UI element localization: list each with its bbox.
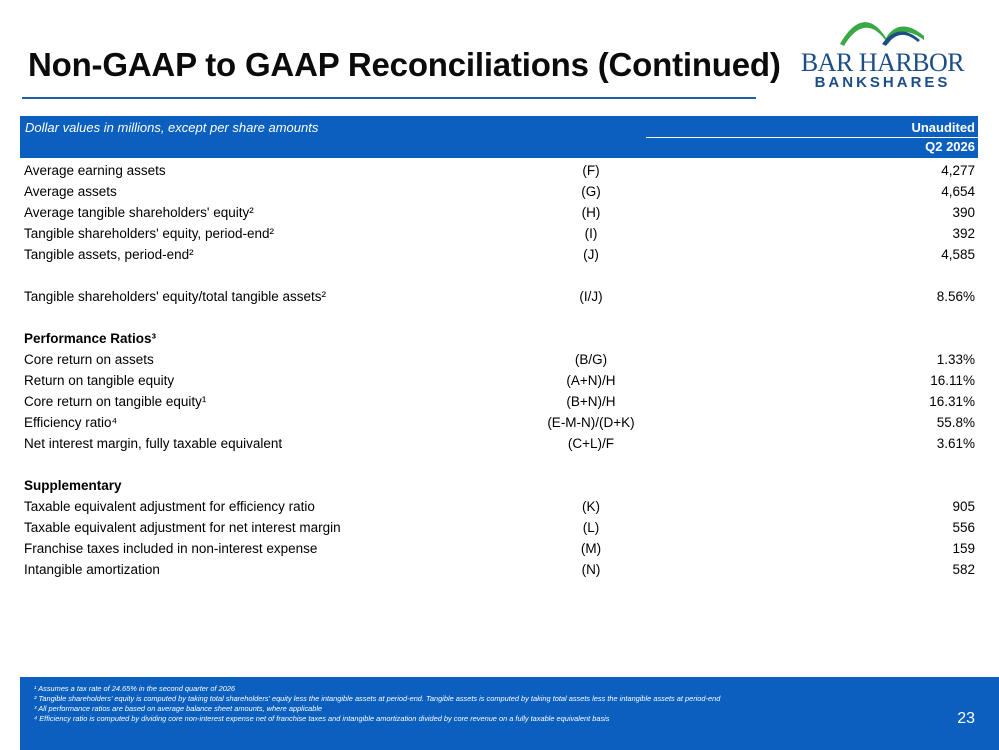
row-code: (B+N)/H	[566, 394, 616, 409]
row-value: 582	[952, 562, 975, 577]
row-value: 556	[952, 520, 975, 535]
row-value: 905	[952, 499, 975, 514]
row-label: Return on tangible equity	[24, 373, 175, 388]
row-label: Core return on tangible equity¹	[24, 394, 207, 409]
table-row	[20, 370, 978, 391]
supplementary-heading: Supplementary	[24, 478, 122, 493]
table-row	[20, 349, 978, 370]
row-label: Intangible amortization	[24, 562, 160, 577]
page-title: Non-GAAP to GAAP Reconciliations (Continued)	[28, 46, 781, 83]
table-header	[20, 116, 978, 158]
row-code: (E-M-N)/(D+K)	[547, 415, 635, 430]
logo-subtitle: BANKSHARES	[814, 74, 951, 91]
row-label: Net interest margin, fully taxable equivalent	[24, 436, 283, 451]
row-value: 3.61%	[936, 436, 975, 451]
title-divider	[22, 97, 756, 99]
section-heading	[20, 328, 978, 349]
row-spacer	[20, 265, 978, 286]
row-label: Average tangible shareholders' equity²	[24, 205, 254, 220]
row-code: (K)	[582, 499, 600, 514]
table-row	[20, 160, 978, 181]
row-value: 4,277	[941, 163, 975, 178]
footnotes-bar	[20, 677, 999, 750]
table-row	[20, 223, 978, 244]
row-value: 1.33%	[936, 352, 975, 367]
table-row	[20, 433, 978, 454]
row-value: 159	[952, 541, 975, 556]
row-code: (I)	[584, 226, 598, 241]
row-code: (N)	[581, 562, 601, 577]
section-heading	[20, 475, 978, 496]
performance-ratios-heading: Performance Ratios³	[24, 331, 157, 346]
row-value: 55.8%	[936, 415, 975, 430]
table-row	[20, 538, 978, 559]
hills-logo-icon	[838, 14, 928, 48]
table-row	[20, 202, 978, 223]
header-divider	[646, 137, 978, 138]
reconciliation-table	[20, 160, 978, 580]
row-label: Tangible shareholders' equity, period-end²	[24, 226, 274, 241]
row-code: (M)	[580, 541, 602, 556]
page-number: 23	[957, 710, 975, 727]
row-label: Taxable equivalent adjustment for efficiency ratio	[24, 499, 315, 514]
row-code: (L)	[582, 520, 600, 535]
footnote-2: ² Tangible shareholders' equity is computed by taking total shareholders' equity less the intangible assets at period-end. Tangible assets is computed by taking total assets less the intangible assets at period-end	[34, 694, 721, 703]
logo-wordmark: BAR HARBOR	[800, 48, 965, 77]
row-code: (I/J)	[579, 289, 603, 304]
audit-status-label: Unaudited	[911, 120, 975, 135]
row-label: Franchise taxes included in non-interest expense	[24, 541, 318, 556]
row-label: Core return on assets	[24, 352, 154, 367]
row-label: Efficiency ratio⁴	[24, 415, 118, 430]
row-value: 16.31%	[929, 394, 975, 409]
row-code: (H)	[581, 205, 601, 220]
row-code: (F)	[582, 163, 600, 178]
row-spacer	[20, 307, 978, 328]
table-row	[20, 496, 978, 517]
row-code: (C+L)/F	[567, 436, 615, 451]
table-row	[20, 412, 978, 433]
row-label: Average earning assets	[24, 163, 166, 178]
table-row	[20, 559, 978, 580]
footnote-3: ³ All performance ratios are based on average balance sheet amounts, where applicable	[34, 704, 323, 713]
units-note: Dollar values in millions, except per share amounts	[25, 120, 319, 135]
footnote-1: ¹ Assumes a tax rate of 24.65% in the second quarter of 2026	[34, 684, 236, 693]
table-row	[20, 181, 978, 202]
table-row	[20, 391, 978, 412]
period-column-header: Q2 2026	[925, 139, 975, 154]
row-code: (G)	[581, 184, 601, 199]
company-logo	[800, 14, 965, 94]
row-value: 8.56%	[936, 289, 975, 304]
row-label: Taxable equivalent adjustment for net interest margin	[24, 520, 341, 535]
row-value: 16.11%	[930, 373, 975, 388]
row-code: (J)	[583, 247, 599, 262]
table-row	[20, 286, 978, 307]
row-value: 4,654	[941, 184, 975, 199]
row-label: Tangible assets, period-end²	[24, 247, 194, 262]
row-value: 4,585	[941, 247, 975, 262]
table-row	[20, 517, 978, 538]
row-label: Average assets	[24, 184, 117, 199]
row-value: 390	[952, 205, 975, 220]
row-code: (B/G)	[574, 352, 608, 367]
footnote-4: ⁴ Efficiency ratio is computed by dividing core non-interest expense net of franchise taxes and intangible amortization divided by core revenue on a fully taxable equivalent basis	[34, 714, 610, 723]
row-code: (A+N)/H	[566, 373, 616, 388]
row-label: Tangible shareholders' equity/total tangible assets²	[24, 289, 327, 304]
row-value: 392	[952, 226, 975, 241]
table-row	[20, 244, 978, 265]
row-spacer	[20, 454, 978, 475]
